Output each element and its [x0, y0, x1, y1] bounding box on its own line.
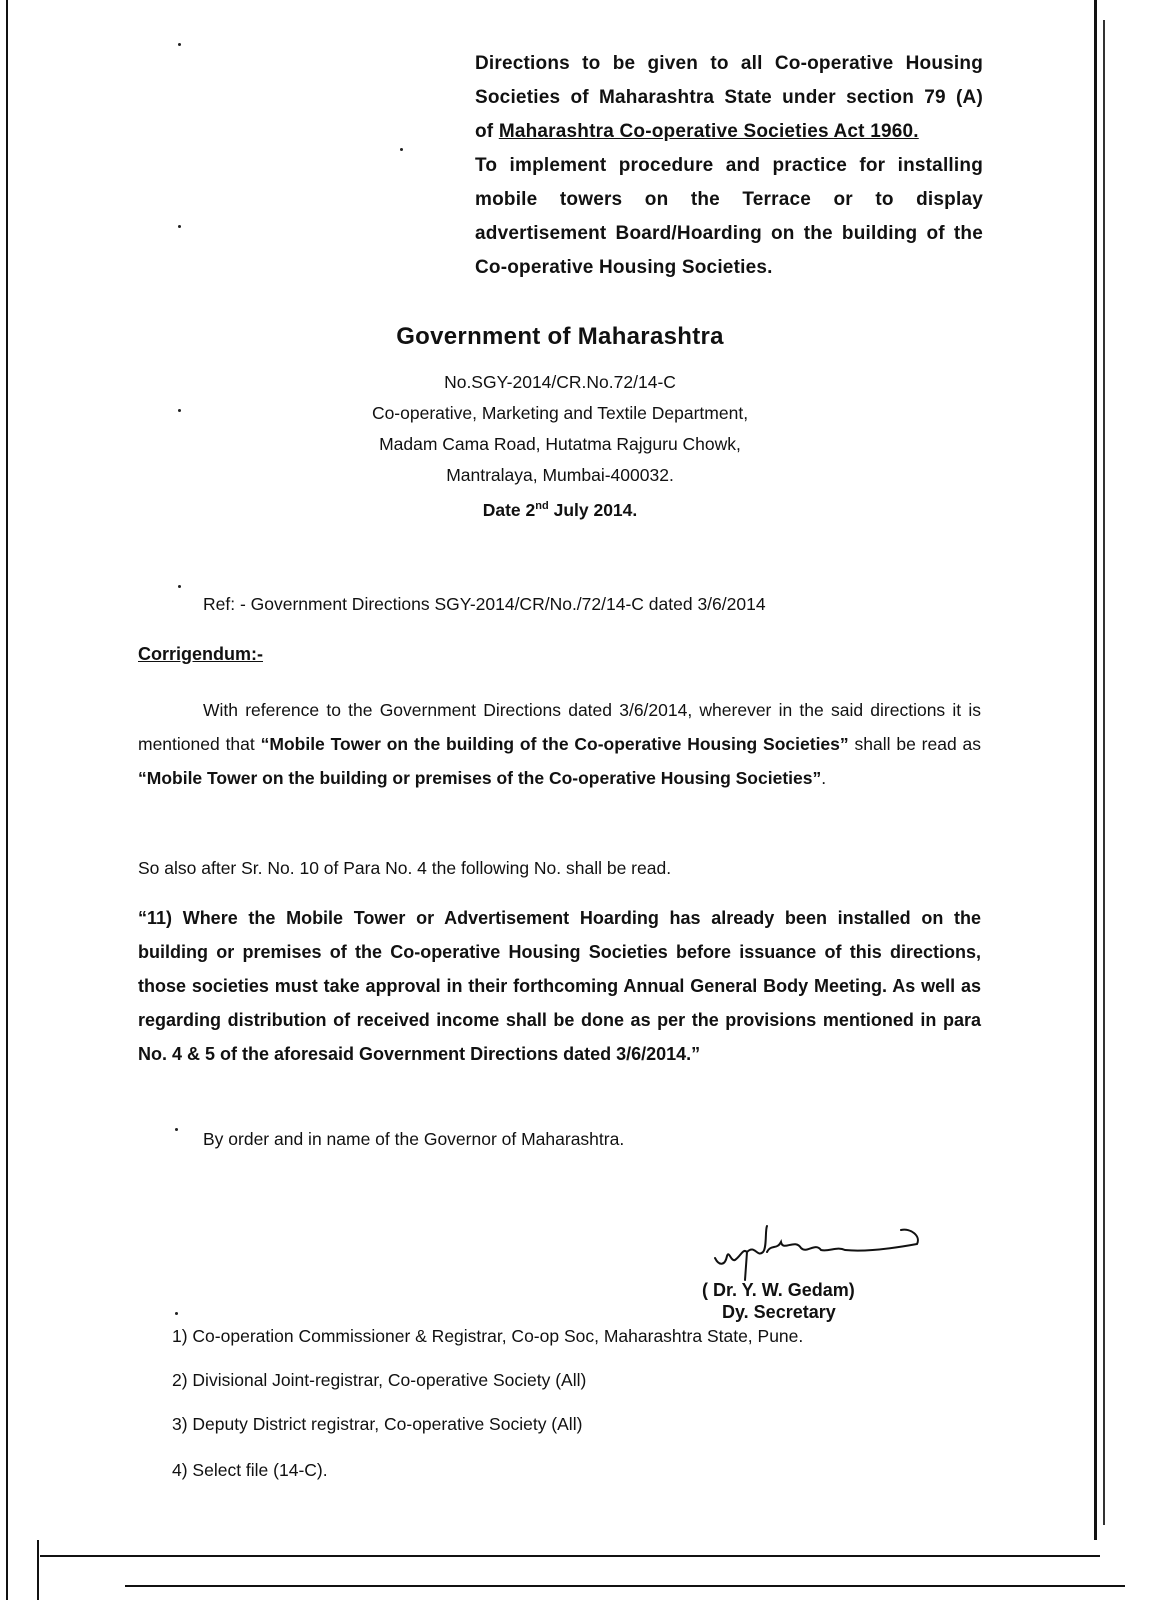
copy-to-item: 2) Divisional Joint-registrar, Co-operative Society (All) — [172, 1370, 587, 1390]
scan-dot — [400, 148, 403, 151]
signatory-designation: Dy. Secretary — [722, 1302, 836, 1322]
office-address-block — [310, 367, 810, 526]
copy-to-list — [172, 1322, 803, 1486]
subject-purpose-line: Co-operative Housing Societies. — [475, 257, 773, 278]
addition-note: So also after Sr. No. 10 of Para No. 4 the following No. shall be read. — [138, 858, 672, 878]
subject-purpose-line: mobile towers on the Terrace or to display — [475, 189, 983, 210]
subject-block — [475, 47, 983, 285]
reference-line: Ref: - Government Directions SGY-2014/CR/No./72/14-C dated 3/6/2014 — [203, 594, 766, 614]
scan-bottom-left-tick — [37, 1540, 39, 1600]
copy-to-item: 3) Deputy District registrar, Co-operative Society (All) — [172, 1414, 583, 1434]
new-clause-11: “11) Where the Mobile Tower or Advertisement Hoarding has already been installed on the building or premises of the Co-operative Housing Societies before issuance of this directions, those societies must take approval in their forthcoming Annual General Body Meeting. As well as regarding distribution of received income shall be done as per the provisions mentioned in para No. 4 & 5 of the aforesaid Government Directions dated 3/6/2014.” — [138, 908, 981, 1064]
address-line-1: Madam Cama Road, Hutatma Rajguru Chowk, — [379, 434, 741, 454]
act-name: Maharashtra Co-operative Societies Act 1960. — [498, 121, 919, 142]
scan-right-border-inner — [1103, 20, 1105, 1525]
scan-dot — [175, 1128, 178, 1131]
subject-line: Directions to be given to all Co-operative Housing — [475, 53, 983, 74]
copy-to-item: 4) Select file (14-C). — [172, 1460, 328, 1480]
corrigendum-paragraph: With reference to the Government Directions dated 3/6/2014, wherever in the said directions it is mentioned that “Mobile Tower on the building of the Co-operative Housing Societies” shall be read as “Mobile Tower on the building or premises of the Co-operative Housing Societies”. — [138, 700, 982, 788]
subject-purpose-line: advertisement Board/Hoarding on the building of the — [475, 223, 983, 244]
corrigendum-heading: Corrigendum:- — [138, 644, 263, 664]
scan-dot — [178, 409, 181, 412]
scan-dot — [178, 585, 181, 588]
subject-purpose-line: To implement procedure and practice for installing — [475, 155, 983, 176]
scan-bottom-border — [40, 1555, 1100, 1557]
copy-to-item: 1) Co-operation Commissioner & Registrar, Co-op Soc, Maharashtra State, Pune. — [172, 1326, 804, 1346]
order-line: By order and in name of the Governor of Maharashtra. — [203, 1129, 625, 1149]
scan-bottom-border-2 — [125, 1585, 1125, 1587]
issue-date: Date 2nd July 2014. — [482, 499, 638, 520]
gr-number: No.SGY-2014/CR.No.72/14-C — [444, 372, 676, 392]
government-title: Government of Maharashtra — [396, 323, 724, 350]
scan-dot — [175, 1312, 178, 1315]
scan-left-border — [6, 0, 8, 1600]
subject-act-line: of Maharashtra Co-operative Societies Act 1960. — [475, 121, 919, 142]
subject-line: Societies of Maharashtra State under section 79 (A) — [475, 87, 983, 108]
signatory-name: ( Dr. Y. W. Gedam) — [702, 1280, 855, 1300]
scan-dot — [178, 43, 181, 46]
address-line-2: Mantralaya, Mumbai-400032. — [446, 465, 674, 485]
department-name: Co-operative, Marketing and Textile Department, — [371, 403, 749, 423]
scan-right-border — [1094, 0, 1097, 1540]
scan-dot — [178, 225, 181, 228]
